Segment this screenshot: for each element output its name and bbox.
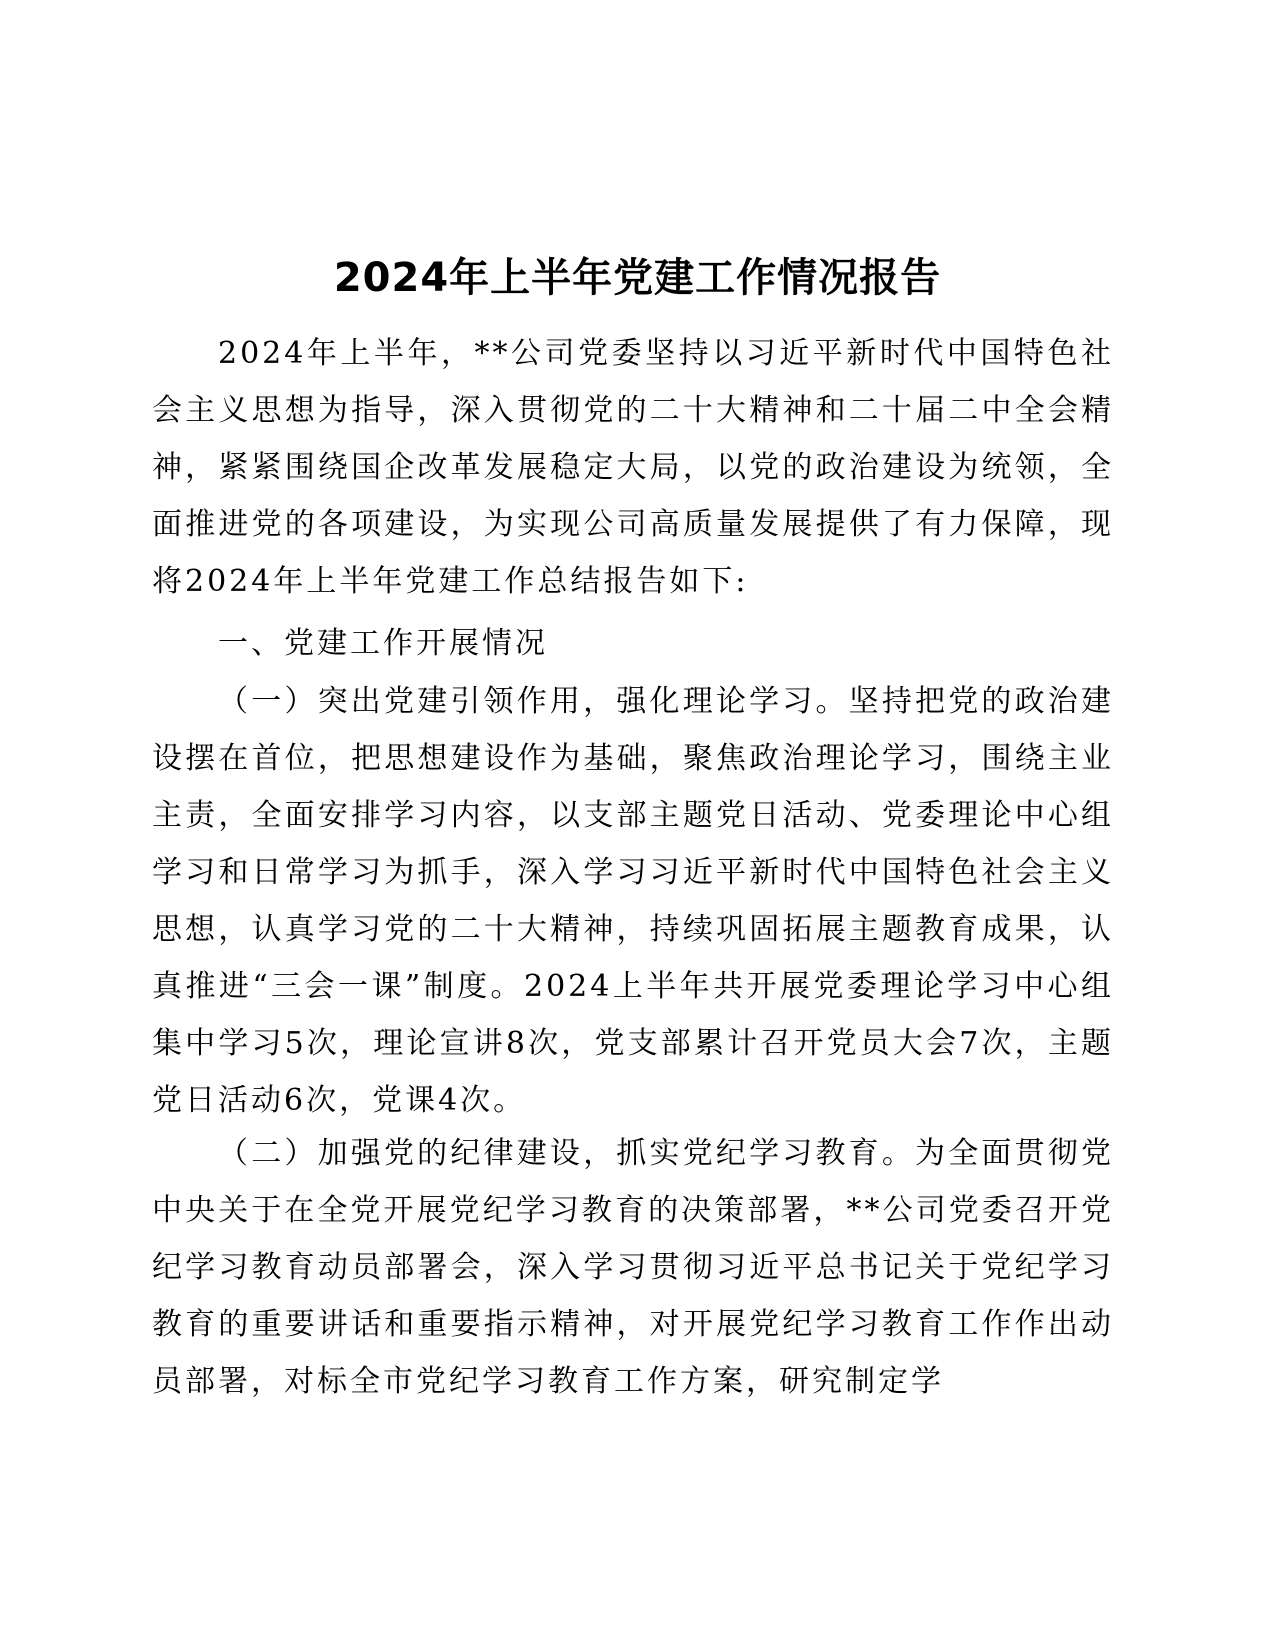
document-title: 2024年上半年党建工作情况报告 (333, 255, 942, 301)
section-paragraph-1: （一）突出党建引领作用，强化理论学习。坚持把党的政治建设摆在首位，把思想建设作为基础，聚焦政治理论学习，围绕主业主责，全面安排学习内容，以支部主题党日活动、党委理论中心组学习和日常学习为抓手，深入学习习近平新时代中国特色社会主义思想，认真学习党的二十大精神，持续巩固拓展主题教育成果，认真推进“三会一课”制度。2024上半年共开展党委理论学习中心组集中学习5次，理论宣讲8次，党支部累计召开党员大会7次，主题党日活动6次，党课4次。 (152, 684, 1114, 1118)
intro-paragraph: 2024年上半年，**公司党委坚持以习近平新时代中国特色社会主义思想为指导，深入贯彻党的二十大精神和二十届二中全会精神，紧紧围绕国企改革发展稳定大局，以党的政治建设为统领，全面推进党的各项建设，为实现公司高质量发展提供了有力保障，现将2024年上半年党建工作总结报告如下: (152, 336, 1114, 599)
section-paragraph-2: （二）加强党的纪律建设，抓实党纪学习教育。为全面贯彻党中央关于在全党开展党纪学习教育的决策部署，**公司党委召开党纪学习教育动员部署会，深入学习贯彻习近平总书记关于党纪学习教育的重要讲话和重要指示精神，对开展党纪学习教育工作作出动员部署，对标全市党纪学习教育工作方案，研究制定学 (152, 1136, 1114, 1399)
section-heading: 一、党建工作开展情况 (218, 626, 548, 661)
